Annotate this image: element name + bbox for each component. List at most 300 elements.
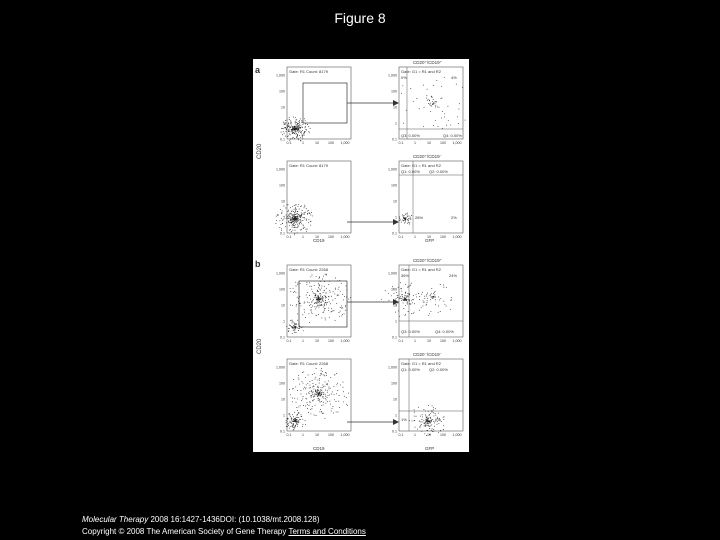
scatter-dot <box>309 213 310 214</box>
scatter-dot <box>312 300 313 301</box>
scatter-dot <box>435 297 436 298</box>
arrow-head <box>393 219 399 225</box>
scatter-dot <box>435 408 436 409</box>
scatter-dot <box>276 216 277 217</box>
scatter-dot <box>291 422 292 423</box>
scatter-dot <box>427 293 428 294</box>
scatter-dot <box>315 377 316 378</box>
scatter-dot <box>286 222 287 223</box>
scatter-dot <box>296 218 297 219</box>
y-tick-label: 0.1 <box>280 231 285 236</box>
scatter-dot <box>409 420 410 421</box>
scatter-dot <box>465 120 466 121</box>
scatter-dot <box>327 390 328 391</box>
scatter-dot <box>424 107 425 108</box>
scatter-dot <box>288 423 289 424</box>
y-tick-label: 1,000 <box>388 365 397 370</box>
scatter-dot <box>443 417 444 418</box>
scatter-dot <box>435 101 436 102</box>
scatter-dot <box>412 299 413 300</box>
scatter-dot <box>291 125 292 126</box>
scatter-dot <box>292 133 293 134</box>
scatter-dot <box>324 290 325 291</box>
terms-and-conditions-link[interactable]: Terms and Conditions <box>288 527 366 536</box>
scatter-dot <box>292 217 293 218</box>
citation-rest: 2008 16:1427-1436DOI: (10.1038/mt.2008.128) <box>148 515 320 524</box>
scatter-dot <box>402 214 403 215</box>
scatter-dot <box>345 310 346 311</box>
scatter-dot <box>289 428 290 429</box>
scatter-dot <box>292 426 293 427</box>
scatter-dot <box>414 412 415 413</box>
scatter-dot <box>427 423 428 424</box>
scatter-dot <box>296 221 297 222</box>
scatter-dot <box>311 286 312 287</box>
scatter-dot <box>405 292 406 293</box>
scatter-dot <box>310 225 311 226</box>
scatter-dot <box>406 300 407 301</box>
scatter-dot <box>399 220 400 221</box>
scatter-dot <box>443 425 444 426</box>
scatter-dot <box>303 405 304 406</box>
scatter-dot <box>435 299 436 300</box>
gate-box <box>299 281 347 327</box>
scatter-dot <box>281 213 282 214</box>
scatter-dot <box>305 317 306 318</box>
scatter-dot <box>429 420 430 421</box>
scatter-dot <box>302 426 303 427</box>
scatter-dot <box>312 291 313 292</box>
scatter-dot <box>296 133 297 134</box>
scatter-dot <box>291 419 292 420</box>
scatter-dot <box>336 411 337 412</box>
scatter-dot <box>339 280 340 281</box>
scatter-dot <box>294 324 295 325</box>
scatter-dot <box>285 226 286 227</box>
scatter-dot <box>302 122 303 123</box>
scatter-dot <box>286 326 287 327</box>
scatter-dot <box>324 305 325 306</box>
scatter-dot <box>381 299 382 300</box>
scatter-dot <box>404 295 405 296</box>
scatter-dot <box>329 281 330 282</box>
scatter-dot <box>305 212 306 213</box>
scatter-dot <box>331 311 332 312</box>
scatter-dot <box>323 398 324 399</box>
scatter-dot <box>315 302 316 303</box>
scatter-dot <box>407 215 408 216</box>
scatter-dot <box>323 312 324 313</box>
scatter-dot <box>295 122 296 123</box>
scatter-dot <box>299 223 300 224</box>
scatter-dot <box>419 108 420 109</box>
scatter-dot <box>280 209 281 210</box>
scatter-dot <box>289 214 290 215</box>
scatter-dot <box>438 423 439 424</box>
scatter-dot <box>316 276 317 277</box>
scatter-dot <box>290 213 291 214</box>
scatter-dot <box>294 327 295 328</box>
axis-ticks <box>276 74 462 438</box>
y-tick-label: 1,000 <box>388 73 397 78</box>
scatter-dot <box>346 285 347 286</box>
scatter-dot <box>429 415 430 416</box>
scatter-dot <box>300 305 301 306</box>
scatter-dot <box>336 384 337 385</box>
scatter-dot <box>300 131 301 132</box>
scatter-dot <box>318 392 319 393</box>
scatter-dot <box>299 419 300 420</box>
scatter-dot <box>282 223 283 224</box>
scatter-dot <box>308 375 309 376</box>
scatter-dot <box>305 131 306 132</box>
scatter-dot <box>317 296 318 297</box>
quadrant-label: 2% <box>451 215 457 220</box>
scatter-dot <box>293 419 294 420</box>
scatter-dot <box>405 299 406 300</box>
scatter-dot <box>297 218 298 219</box>
scatter-dot <box>318 301 319 302</box>
scatter-dot <box>292 322 293 323</box>
scatter-dot <box>304 214 305 215</box>
scatter-dot <box>289 134 290 135</box>
scatter-dot <box>297 221 298 222</box>
scatter-dot <box>290 325 291 326</box>
scatter-dot <box>435 291 436 292</box>
scatter-dot <box>342 387 343 388</box>
copyright-text: Copyright © 2008 The American Society of Gene Therapy <box>82 527 287 536</box>
scatter-dot <box>309 388 310 389</box>
scatter-dot <box>302 138 303 139</box>
scatter-dot <box>324 375 325 376</box>
scatter-dot <box>338 295 339 296</box>
scatter-dot <box>428 99 429 100</box>
scatter-dot <box>314 399 315 400</box>
scatter-dot <box>302 220 303 221</box>
scatter-dot <box>408 296 409 297</box>
scatter-dot <box>420 425 421 426</box>
scatter-dot <box>299 131 300 132</box>
scatter-dot <box>295 130 296 131</box>
scatter-dot <box>311 302 312 303</box>
scatter-dot <box>410 285 411 286</box>
scatter-dot <box>416 98 417 99</box>
scatter-dot <box>402 220 403 221</box>
scatter-dot <box>296 209 297 210</box>
scatter-dot <box>288 210 289 211</box>
scatter-dot <box>293 221 294 222</box>
scatter-dot <box>304 118 305 119</box>
quadrant-label: Q1: 0.00% <box>401 169 420 174</box>
x-tick-label: 1,000 <box>340 141 350 145</box>
scatter-dot <box>305 377 306 378</box>
scatter-dot <box>312 313 313 314</box>
scatter-dot <box>423 302 424 303</box>
scatter-dot <box>296 306 297 307</box>
scatter-dot <box>317 298 318 299</box>
scatter-dot <box>290 421 291 422</box>
scatter-dot <box>428 419 429 420</box>
scatter-dot <box>339 312 340 313</box>
scatter-dot <box>292 305 293 306</box>
scatter-dot <box>295 214 296 215</box>
scatter-dot <box>424 296 425 297</box>
scatter-dot <box>413 295 414 296</box>
scatter-dot <box>292 130 293 131</box>
scatter-dot <box>306 384 307 385</box>
scatter-dot <box>304 227 305 228</box>
scatter-dot <box>310 402 311 403</box>
scatter-dot <box>298 128 299 129</box>
scatter-dot <box>429 428 430 429</box>
gate-label: Gate: R1 Count: 8179 <box>289 163 328 168</box>
scatter-dot <box>289 325 290 326</box>
scatter-dot <box>405 222 406 223</box>
scatter-dot <box>294 133 295 134</box>
scatter-dot <box>441 97 442 98</box>
scatter-dot <box>433 102 434 103</box>
scatter-dot <box>409 294 410 295</box>
scatter-dot <box>316 307 317 308</box>
scatter-dot <box>342 307 343 308</box>
scatter-dot <box>295 204 296 205</box>
scatter-dot <box>344 296 345 297</box>
quadrant-label: Q2: 0.00% <box>429 367 448 372</box>
scatter-dot <box>286 218 287 219</box>
x-tick-label: 100 <box>440 433 446 437</box>
scatter-dot <box>288 131 289 132</box>
scatter-dot <box>319 411 320 412</box>
scatter-dot <box>414 420 415 421</box>
y-tick-label: 10 <box>281 105 285 110</box>
y-tick-label: 0.1 <box>392 335 397 340</box>
x-tick-label: 0.1 <box>286 339 292 343</box>
scatter-dot <box>438 297 439 298</box>
scatter-dot <box>297 283 298 284</box>
scatter-dot <box>294 325 295 326</box>
scatter-dot <box>409 300 410 301</box>
scatter-dot <box>298 422 299 423</box>
scatter-dot <box>303 225 304 226</box>
scatter-dot <box>323 413 324 414</box>
scatter-dot <box>289 422 290 423</box>
scatter-dot <box>294 212 295 213</box>
scatter-dot <box>303 224 304 225</box>
scatter-dot <box>299 127 300 128</box>
scatter-dot <box>325 398 326 399</box>
scatter-dot <box>296 125 297 126</box>
scatter-dot <box>431 420 432 421</box>
scatter-dot <box>458 123 459 124</box>
scatter-dot <box>341 315 342 316</box>
scatter-dot <box>344 313 345 314</box>
x-tick-label: 10 <box>315 235 319 239</box>
scatter-dot <box>289 129 290 130</box>
scatter-dot <box>288 126 289 127</box>
scatter-dot <box>290 288 291 289</box>
scatter-dot <box>314 297 315 298</box>
x-tick-label: 10 <box>315 141 319 145</box>
scatter-dot <box>291 217 292 218</box>
scatter-dot <box>343 391 344 392</box>
x-tick-label: 100 <box>328 433 334 437</box>
scatter-dot <box>293 326 294 327</box>
scatter-dot <box>410 303 411 304</box>
scatter-dot <box>322 396 323 397</box>
scatter-dot <box>307 229 308 230</box>
scatter-dot <box>429 421 430 422</box>
scatter-dot <box>291 326 292 327</box>
scatter-dot <box>298 379 299 380</box>
scatter-dot <box>294 129 295 130</box>
scatter-dot <box>429 100 430 101</box>
scatter-dot <box>297 415 298 416</box>
y-tick-label: 10 <box>393 105 397 110</box>
scatter-dot <box>426 95 427 96</box>
scatter-dot <box>332 300 333 301</box>
x-tick-label: 1,000 <box>452 339 462 343</box>
scatter-dot <box>296 407 297 408</box>
scatter-dot <box>321 299 322 300</box>
scatter-dot <box>405 292 406 293</box>
scatter-dot <box>311 307 312 308</box>
x-tick-label: 0.1 <box>398 141 404 145</box>
scatter-dot <box>293 137 294 138</box>
scatter-dot <box>426 294 427 295</box>
scatter-dot <box>429 104 430 105</box>
scatter-dot <box>435 304 436 305</box>
scatter-dot <box>315 308 316 309</box>
scatter-dot <box>285 127 286 128</box>
scatter-dot <box>290 394 291 395</box>
scatter-dot <box>295 217 296 218</box>
scatter-dot <box>298 123 299 124</box>
scatter-dot <box>289 131 290 132</box>
quadrant-label: Q4: 0.00% <box>443 133 462 138</box>
y-tick-label: 1 <box>395 413 397 418</box>
scatter-dot <box>300 137 301 138</box>
scatter-dot <box>282 128 283 129</box>
scatter-dot <box>293 292 294 293</box>
scatter-dot <box>447 106 448 107</box>
scatter-dot <box>405 284 406 285</box>
scatter-dot <box>288 135 289 136</box>
scatter-dot <box>440 284 441 285</box>
y-tick-label: 1 <box>395 319 397 324</box>
scatter-dot <box>314 293 315 294</box>
scatter-dot <box>310 409 311 410</box>
scatter-dot <box>415 427 416 428</box>
plot-a2-right <box>399 154 463 233</box>
scatter-dot <box>315 394 316 395</box>
scatter-dot <box>298 298 299 299</box>
scatter-dot <box>301 416 302 417</box>
scatter-dot <box>414 312 415 313</box>
scatter-dot <box>320 296 321 297</box>
scatter-dot <box>290 219 291 220</box>
x-axis-label: GFP <box>425 446 435 451</box>
scatter-dot <box>299 126 300 127</box>
y-tick-label: 10 <box>281 199 285 204</box>
scatter-dot <box>295 207 296 208</box>
scatter-dot <box>296 286 297 287</box>
scatter-dot <box>303 134 304 135</box>
x-tick-label: 10 <box>427 433 431 437</box>
scatter-dot <box>432 411 433 412</box>
scatter-dot <box>325 318 326 319</box>
x-tick-label: 100 <box>328 339 334 343</box>
scatter-dot <box>306 394 307 395</box>
scatter-dot <box>407 213 408 214</box>
scatter-dot <box>299 219 300 220</box>
scatter-dot <box>307 402 308 403</box>
panel-a-ylabel: CD20 <box>257 143 263 159</box>
scatter-dot <box>322 371 323 372</box>
scatter-dot <box>293 416 294 417</box>
scatter-dot <box>324 308 325 309</box>
scatter-dot <box>422 305 423 306</box>
scatter-dot <box>330 303 331 304</box>
y-tick-label: 0.1 <box>280 137 285 142</box>
x-tick-label: 1 <box>302 141 304 145</box>
scatter-dot <box>300 217 301 218</box>
scatter-dot <box>309 401 310 402</box>
x-tick-label: 0.1 <box>398 339 404 343</box>
scatter-dot <box>289 222 290 223</box>
scatter-dot <box>339 316 340 317</box>
scatter-dot <box>306 219 307 220</box>
scatter-dot <box>285 136 286 137</box>
scatter-dot <box>300 118 301 119</box>
scatter-dot <box>289 117 290 118</box>
scatter-dot <box>330 404 331 405</box>
scatter-dot <box>326 288 327 289</box>
scatter-dot <box>324 303 325 304</box>
scatter-dot <box>405 305 406 306</box>
scatter-dot <box>324 281 325 282</box>
scatter-dot <box>318 398 319 399</box>
scatter-dot <box>301 213 302 214</box>
scatter-dot <box>292 420 293 421</box>
plot-a1-left <box>281 67 351 141</box>
scatter-dot <box>422 414 423 415</box>
scatter-dot <box>327 397 328 398</box>
scatter-dot <box>291 131 292 132</box>
scatter-dot <box>396 298 397 299</box>
scatter-dot <box>289 230 290 231</box>
scatter-dot <box>433 412 434 413</box>
scatter-dot <box>297 232 298 233</box>
scatter-dot <box>407 304 408 305</box>
scatter-dot <box>319 302 320 303</box>
scatter-dot <box>295 419 296 420</box>
scatter-dot <box>316 303 317 304</box>
scatter-dot <box>298 328 299 329</box>
scatter-dot <box>402 294 403 295</box>
scatter-dot <box>307 211 308 212</box>
scatter-dot <box>332 406 333 407</box>
scatter-dot <box>443 429 444 430</box>
plot-title: CD20⁺/CD19⁻ <box>413 154 443 159</box>
scatter-dot <box>315 405 316 406</box>
scatter-dot <box>286 131 287 132</box>
scatter-dot <box>301 133 302 134</box>
scatter-dot <box>347 405 348 406</box>
scatter-dot <box>408 222 409 223</box>
scatter-dot <box>297 224 298 225</box>
scatter-dot <box>292 215 293 216</box>
panel-b-letter: b <box>255 259 261 269</box>
